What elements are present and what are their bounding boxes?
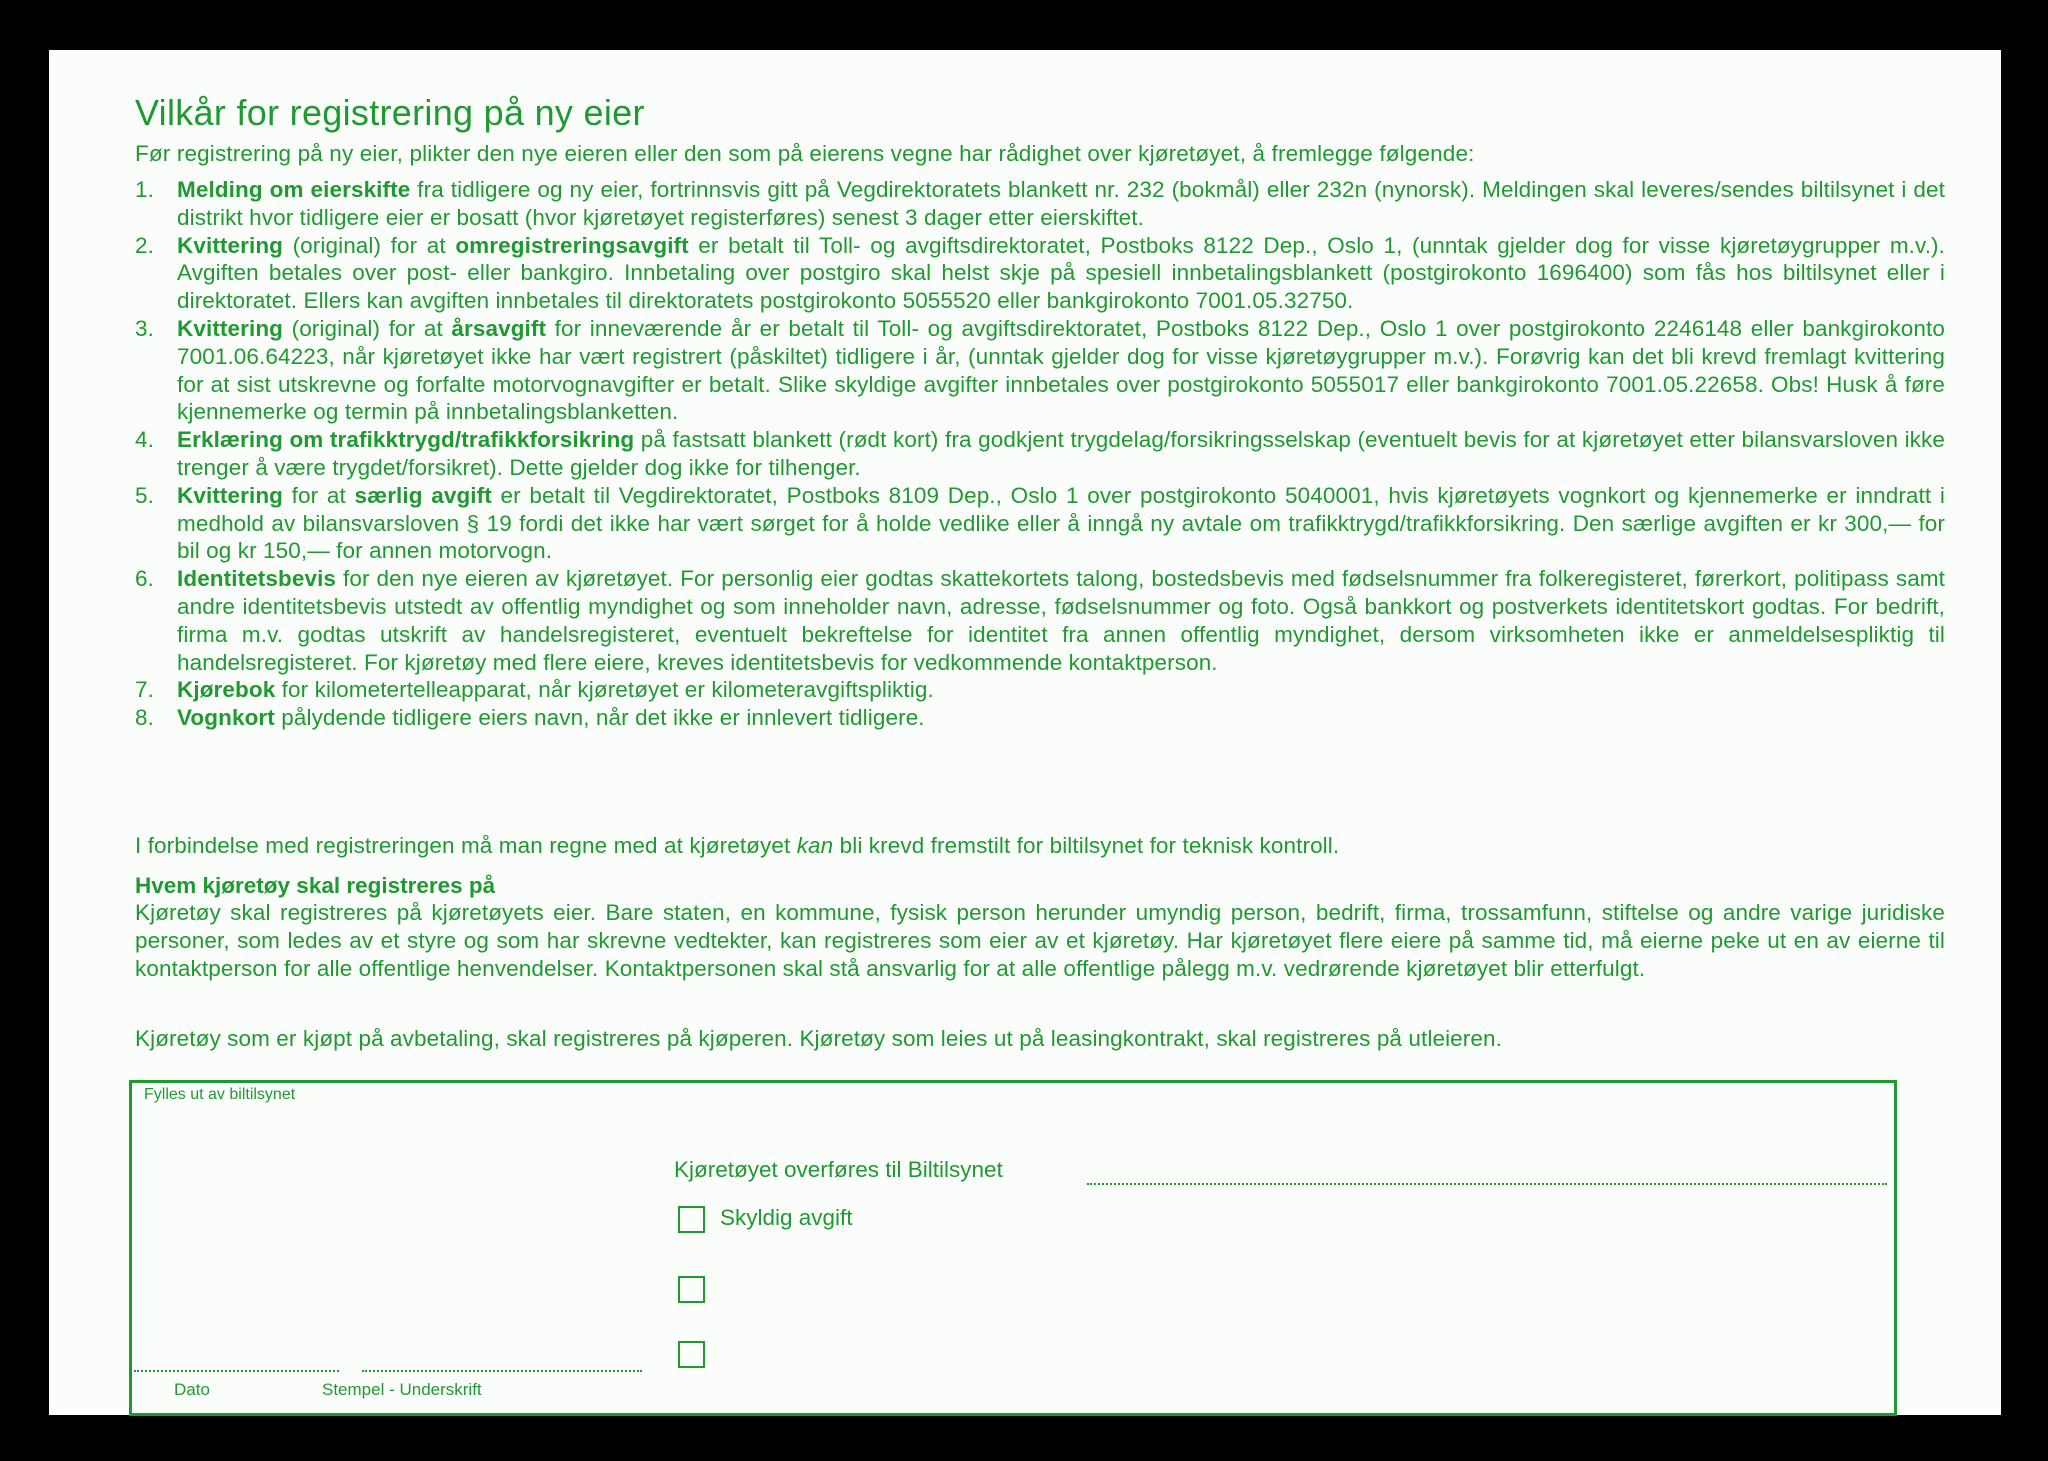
item-heading: Erklæring om trafikktrygd/trafikkforsikring [177, 427, 635, 453]
item-heading: Melding om eierskifte [177, 177, 411, 202]
item-emphasis: årsavgift [451, 315, 547, 341]
item-text: for den nye eieren av kjøretøyet. For personlig eier godtas skattekortets talong, bostedsbevis med fødselsnummer fra folkeregisteret, førerkort, politipass samt andre identitetsbevis utstedt av offentlig myndighet og som inneholder navn, adresse, fødselsnummer og foto. Også bankkort og postverkets identitetskort godtas. For bedrift, firma m.v. godtas utskrift av handelsregisteret, eventuelt bekreftelse for identitet fra annen offentlig myndighet, dersom virksomheten ikke er anmeldelsespliktig til handelsregisteret. For kjøretøy med flere eiere, kreves identitetsbevis for vedkommende kontaktperson. [177, 566, 1945, 675]
item-number: 1. [135, 177, 154, 202]
item-number: 4. [135, 427, 154, 453]
item-emphasis: omregistreringsavgift [455, 232, 689, 258]
inspection-note [135, 832, 1945, 860]
item-text: for kilometertelleapparat, når kjøretøyet er kilometeravgiftspliktig. [275, 677, 934, 703]
date-field[interactable] [134, 1370, 339, 1372]
list-item [135, 704, 1945, 732]
list-item [135, 176, 1945, 232]
installment-paragraph: Kjøretøy som er kjøpt på avbetaling, skal registreres på kjøperen. Kjøretøy som leies ut på leasingkontrakt, skal registreres på utleieren. [135, 1026, 1502, 1051]
transfer-field[interactable] [1087, 1183, 1887, 1185]
item-heading: Identitetsbevis [177, 566, 337, 592]
transfer-label: Kjøretøyet overføres til Biltilsynet [674, 1157, 1003, 1182]
page-title: Vilkår for registrering på ny eier [135, 92, 645, 133]
date-label: Dato [174, 1380, 210, 1399]
item-text: på fastsatt blankett (rødt kort) fra godkjent trygdelag/forsikringsselskap (eventuelt bevis for at kjøretøyet etter bilansvarsloven ikke trenger å være trygdet/forsikret). Dette gjelder dog ikke for tilhenger. [177, 427, 1945, 480]
item-text: er betalt til Toll- og avgiftsdirektoratet, Postboks 8122 Dep., Oslo 1, (unntak gjelder dog for visse kjøretøygrupper m.v.). Avgiften betales over post- eller bankgiro. Innbetaling over postgiro skal helst skje på spesiell innbetalingsblankett (postgirokonto 1696400) som fås hos biltilsynet eller i direktoratet. Ellers kan avgiften innbetales til direktoratets postgirokonto 5055520 eller bankgirokonto 7001.05.32750. [177, 232, 1945, 314]
section-paragraph: Kjøretøy skal registreres på kjøretøyets eier. Bare staten, en kommune, fysisk person herunder umyndig person, bedrift, firma, trossamfunn, stiftelse og andre varige juridiske personer, som ledes av et styre og som har skrevne vedtekter, kan registreres som eier av et kjøretøy. Har kjøretøyet flere eiere på samme tid, må eierne peke ut en av eierne til kontaktperson for alle offentlige henvendelser. Kontaktpersonen skal stå ansvarlig for at alle offentlige pålegg m.v. vedrørende kjøretøyet blir etterfulgt. [135, 900, 1945, 981]
outstanding-fee-label: Skyldig avgift [720, 1205, 853, 1230]
intro-text: Før registrering på ny eier, plikter den nye eieren eller den som på eierens vegne har rådighet over kjøretøyet, å fremlegge følgende: [135, 141, 1475, 166]
list-item [135, 565, 1945, 676]
item-emphasis: særlig avgift [354, 482, 492, 508]
blank-checkbox-3[interactable] [678, 1341, 705, 1368]
item-heading: Vognkort [177, 705, 275, 731]
outstanding-fee-checkbox[interactable] [678, 1206, 705, 1233]
item-text: for at [283, 482, 355, 508]
form-header: Fylles ut av biltilsynet [144, 1086, 296, 1103]
section-heading: Hvem kjøretøy skal registreres på [135, 873, 496, 898]
item-heading: Kvittering [177, 315, 284, 341]
item-heading: Kvittering [177, 482, 284, 508]
item-number: 6. [135, 566, 154, 592]
list-item [135, 426, 1945, 482]
list-item [135, 232, 1945, 315]
inspection-note-text: I forbindelse med registreringen må man regne med at kjøretøyet [135, 833, 797, 858]
inspection-note-emphasis: kan [796, 833, 834, 858]
item-heading: Kvittering [177, 232, 284, 258]
signature-field[interactable] [362, 1370, 642, 1372]
item-text: (original) for at [283, 315, 452, 341]
list-item [135, 315, 1945, 426]
item-number: 5. [135, 482, 154, 508]
item-number: 7. [135, 677, 154, 703]
item-number: 8. [135, 705, 154, 731]
item-text: fra tidligere og ny eier, fortrinnsvis gitt på Vegdirektoratets blankett nr. 232 (bokmål) eller 232n (nynorsk). Meldingen skal leveres/sendes biltilsynet i det distrikt hvor tidligere eier er bosatt (hvor kjøretøyet registerføres) senest 3 dager etter eierskiftet. [177, 177, 1945, 230]
stamp-signature-label: Stempel - Underskrift [322, 1380, 482, 1399]
official-use-box [129, 1080, 1897, 1416]
item-number: 2. [135, 232, 154, 258]
requirements-list [135, 176, 1945, 732]
list-item [135, 482, 1945, 565]
inspection-note-text: bli krevd fremstilt for biltilsynet for teknisk kontroll. [833, 833, 1340, 858]
document-page [49, 50, 2001, 1415]
item-number: 3. [135, 315, 154, 341]
item-text: pålydende tidligere eiers navn, når det ikke er innlevert tidligere. [274, 705, 925, 731]
item-heading: Kjørebok [177, 677, 276, 703]
blank-checkbox-2[interactable] [678, 1276, 705, 1303]
list-item [135, 676, 1945, 704]
item-text: er betalt til Vegdirektoratet, Postboks 8109 Dep., Oslo 1 over postgirokonto 5040001, hvis kjøretøyets vognkort og kjennemerke er inndratt i medhold av bilansvarsloven § 19 fordi det ikke har vært sørget for å holde vedlike eller å inngå ny avtale om trafikktrygd/trafikkforsikring. Den særlige avgiften er kr 300,— for bil og kr 150,— for annen motorvogn. [177, 482, 1945, 564]
item-text: (original) for at [283, 232, 456, 258]
item-text: for inneværende år er betalt til Toll- og avgiftsdirektoratet, Postboks 8122 Dep., Oslo 1 over postgirokonto 2246148 eller bankgirokonto 7001.06.64223, når kjøretøyet ikke har vært registrert (påskiltet) tidligere i år, (unntak gjelder dog for visse kjøretøygrupper m.v.). Forøvrig kan det bli krevd fremlagt kvittering for at sist utskrevne og forfalte motorvognavgifter er betalt. Slike skyldige avgifter innbetales over postgirokonto 5055017 eller bankgirokonto 7001.05.22658. Obs! Husk å føre kjennemerke og termin på innbetalingsblanketten. [177, 315, 1945, 425]
